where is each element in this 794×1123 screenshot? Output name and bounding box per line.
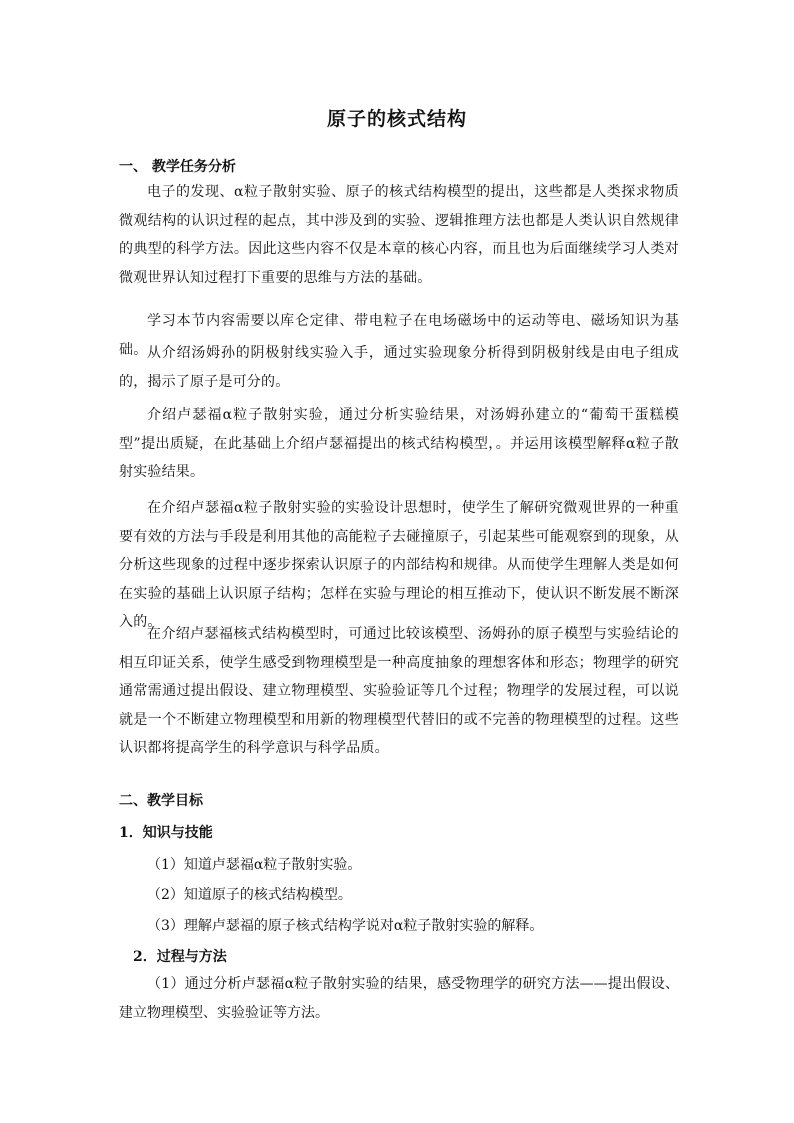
paragraph-1: 电子的发现、α粒子散射实验、原子的核式结构模型的提出，这些都是人类探求物质微观结构的认识过程的起点，其中涉及到的实验、逻辑推理方法也都是人类认识自然规律的典型的科学方法。因此这些内容不仅是本章的核心内容，而且也为后面继续学习人类对微观世界认知过程打下重要的思维与方法的基础。 [119,184,679,286]
paragraph-6: 在介绍卢瑟福核式结构模型时，可通过比较该模型、汤姆孙的原子模型与实验结论的相互印证关系，使学生感受到物理模型是一种高度抽象的理想客体和形态；物理学的研究通常需通过提出假设、建立物理模型、实验验证等几个过程；物理学的发展过程，可以说就是一个不断建立物理模型和用新的物理模型代替旧的或不完善的物理模型的过程。这些认识都将提高学生的科学意识与科学品质。 [119,626,679,757]
paragraph-3: 从介绍汤姆孙的阴极射线实验入手，通过实验现象分析得到阴极射线是由电子组成的，揭示了原子是可分的。 [119,345,679,390]
paragraph-2: 学习本节内容需要以库仑定律、带电粒子在电场磁场中的运动等电、磁场知识为基础。 [119,313,679,358]
list-item: （1）通过分析卢瑟福α粒子散射实验的结果，感受物理学的研究方法——提出假设、建立物理模型、实验验证等方法。 [119,976,679,1021]
subsection-heading-knowledge: 1．知识与技能 [119,825,213,841]
section-heading-goals: 二、教学目标 [119,793,203,809]
document-title: 原子的核式结构 [326,108,467,130]
list-item: （2）知道原子的核式结构模型。 [147,887,352,903]
list-item: （3）理解卢瑟福的原子核式结构学说对α粒子散射实验的解释。 [147,918,544,934]
paragraph-5: 在介绍卢瑟福α粒子散射实验的实验设计思想时，使学生了解研究微观世界的一种重要有效的方法与手段是利用其他的高能粒子去碰撞原子，引起某些可能观察到的现象，从分析这些现象的过程中逐步探索认识原子的内部结构和规律。从而使学生理解人类是如何在实验的基础上认识原子结构；怎样在实验与理论的相互推动下，使认识不断发展不断深入的。 [119,500,679,631]
list-item: （1）知道卢瑟福α粒子散射实验。 [147,857,362,873]
subsection-heading-process: 2．过程与方法 [133,949,227,965]
section-heading-analysis: 一、 教学任务分析 [119,159,236,175]
paragraph-4: 介绍卢瑟福α粒子散射实验，通过分析实验结果，对汤姆孙建立的“葡萄干蛋糕模型”提出质疑，在此基础上介绍卢瑟福提出的核式结构模型，。并运用该模型解释α粒子散射实验结果。 [119,407,679,481]
